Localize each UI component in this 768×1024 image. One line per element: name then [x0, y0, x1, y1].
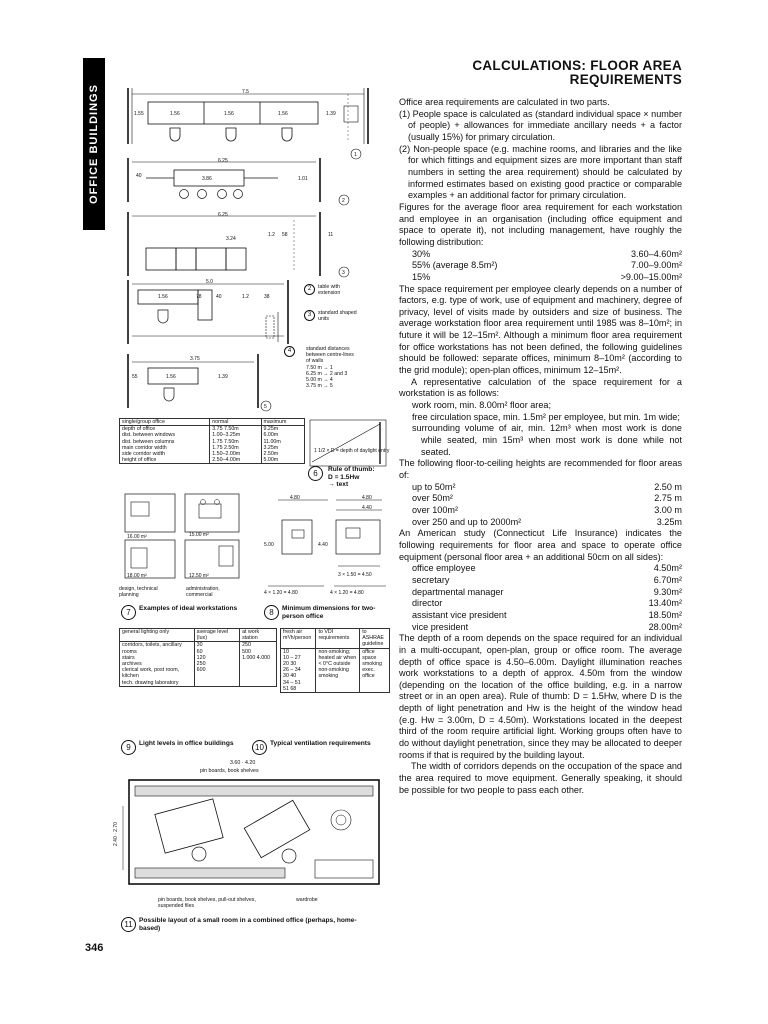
- page-number: 346: [85, 942, 104, 954]
- paragraph: (2) Non-people space (e.g. machine rooms, and libraries and the like for which fittings and equipment sizes are more important than staff numbers in setting the area requirement) should be calculated by informed estimates based on existing good practice or comparable examples + an additional factor for primary circulation.: [399, 143, 682, 201]
- list-item: surrounding volume of air, min. 12m³ when most work is done while seated, min 15m³ when most work is done while not seated.: [412, 423, 682, 457]
- list-item: 55% (average 8.5m²) 7.00–9.00m²: [412, 260, 682, 271]
- figure-caption-6: 6 Rule of thumb: D = 1.5Hw → text: [312, 466, 375, 489]
- dim-label: 4.80: [290, 495, 300, 501]
- paragraph: The following floor-to-ceiling heights are recommended for floor areas of:: [399, 458, 682, 480]
- figure-number: 5: [264, 404, 267, 410]
- dim-label: 6.25: [218, 212, 228, 218]
- dim-label: 4 × 1.20 = 4.80: [264, 590, 298, 596]
- list-item: up to 50m² 2.50 m: [412, 481, 682, 492]
- dim-label: 1.2: [268, 232, 275, 238]
- fig7-sub-a: design, technical planning: [119, 586, 158, 598]
- heights-list: [399, 482, 682, 529]
- plan-diagram-2: [118, 156, 353, 206]
- paragraph: The depth of a room depends on the space required for an individual in a multi-occupant, open-plan, group or office room. The average depth of office space is 4.50–6.00m. Daylight illumination reaches work workstations to a depth of approx. 4.50m from the window (depending on the location of the office building, e.g. in a narrow street or in an open area). Rule of thumb: D = 1.5Hw, where D is the depth of light penetration and Hw is the height of the window head (e.g. Hw = 3.00m, D = 4.50m). Workstations located in the deepest third of the room require artificial light. Working groups often have to do without daylight penetration, since they may be allocated to deeper rooms if that is required by the building layout.: [399, 633, 682, 760]
- dim-label: 1.39: [218, 374, 228, 380]
- fig7-sub-b: administration, commercial: [186, 586, 220, 598]
- dim-label: 3 × 1.50 = 4.50: [338, 572, 372, 578]
- page-title: [402, 59, 682, 87]
- dim-label: 2.40 · 2.70: [113, 822, 119, 846]
- legend-4: 4 standard distances between centre-lines of walls 7.50 m → 1 6.25 m → 2 and 3 5.00 m → 4 3.75 m → 5: [284, 346, 354, 389]
- list-item: assistant vice president 18.50m²: [412, 609, 682, 620]
- plan-diagram-1: [118, 86, 383, 156]
- figure-caption-11: 11 Possible layout of a small room in a combined office (perhaps, home-based): [121, 917, 371, 932]
- body-text: [399, 97, 682, 796]
- fig11-dim-label: 3.60 · 4.20: [230, 760, 256, 766]
- dim-label: 1.56: [224, 111, 234, 117]
- dim-label: 1.56: [166, 374, 176, 380]
- small-room-layout: [113, 776, 389, 894]
- list-item: departmental manager 9.30m²: [412, 586, 682, 597]
- figure-number: 1: [354, 152, 357, 158]
- list-item: over 50m² 2.75 m: [412, 493, 682, 504]
- section-tab-label: OFFICE BUILDINGS: [88, 84, 100, 204]
- list-item: over 250 and up to 2000m² 3.25m: [412, 516, 682, 527]
- paragraph: Office area requirements are calculated in two parts.: [399, 97, 610, 107]
- fig11-bottom-a: pin boards, book shelves, pull-out shelves, suspended files: [158, 897, 256, 909]
- figure-caption-8: 8 Minimum dimensions for two-person office: [264, 605, 390, 620]
- title-line-1: CALCULATIONS: FLOOR AREA: [472, 58, 682, 73]
- area-label: 12.50 m²: [189, 573, 209, 579]
- office-dimensions-table: single/group office normal maximum depth of office dist. between windows dist. between columns main corridor width side corridor width height of office 3.75 7.50m 1.00–3.25m 1.75 7.50m 1.75 2.50m 1.50–2.00m 2.50–4.00m 9.25m 6.00m 11.00m 3.25m 2.50m 5.00m: [119, 418, 305, 464]
- paragraph: The space requirement per employee clearly depends on a number of factors, e.g. type of work, use of equipment and machinery, degree of privacy, level of visits made by outsiders and size of business. The average workstation floor area requirement until 1985 was 8–10m²; in future it will be 12–15m². Although a minimum floor area requirement for office workstations has not been defined, the following guidelines should be followed: separate offices, minimum 8–10m² (according to the grid module); open-plan offices, minimum 12–15m².: [399, 283, 682, 376]
- dim-label: 1.55: [134, 111, 144, 117]
- dim-label: 40: [136, 173, 142, 179]
- list-item: 30% 3.60–4.60m²: [412, 248, 682, 259]
- legend-3: 3 standard shaped units: [304, 310, 359, 322]
- fig11-top-label: pin boards, book shelves: [200, 768, 259, 774]
- dim-label: 4 × 1.20 = 4.80: [330, 590, 364, 596]
- list-item: secretary 6.70m²: [412, 574, 682, 585]
- dim-label: 78: [196, 294, 202, 300]
- note: 1 1/2 × D = depth of daylight entry: [314, 448, 390, 454]
- legend-diagram: [262, 296, 302, 346]
- title-line-2: REQUIREMENTS: [569, 72, 682, 87]
- list-item: office employee 4.50m²: [412, 563, 682, 574]
- dim-label: 1.56: [158, 294, 168, 300]
- paragraph: A representative calculation of the space requirement for a workstation is as follows:: [399, 376, 682, 399]
- dim-label: 1.01: [298, 176, 308, 182]
- dim-label: 4.40: [362, 505, 372, 511]
- dim-label: 40: [216, 294, 222, 300]
- list-item: vice president 28.00m²: [412, 621, 682, 632]
- plan-diagram-3: [118, 210, 353, 278]
- area-label: 15.00 m²: [189, 532, 209, 538]
- dim-label: 58: [282, 232, 288, 238]
- dim-label: 5.00: [264, 542, 274, 548]
- dim-label: 3.24: [226, 236, 236, 242]
- paragraph: (1) People space is calculated as (standard individual space × number of people) + allowances for immediate ancillary needs + a factor (usually 15%) for primary circulation.: [399, 108, 682, 142]
- ventilation-table: fresh air m³/h/person to VDI requirements to ASHRAE guideline 10 10 – 27 20 30 26 – 34 30 40 34 – 51 51 68 non-smoking; heated air when < 0°C outside non-smoking smoking office space smoking exec. office: [280, 628, 390, 693]
- dim-label: 3.75: [190, 356, 200, 362]
- dim-label: 38: [264, 294, 270, 300]
- dim-label: 1.56: [278, 111, 288, 117]
- area-label: 18.00 m²: [127, 573, 147, 579]
- dim-label: 4.40: [318, 542, 328, 548]
- list-item: over 100m² 3.00 m: [412, 504, 682, 515]
- dim-label: 11: [328, 232, 334, 238]
- roles-list: [399, 563, 682, 633]
- area-label: 16.00 m²: [127, 534, 147, 540]
- figure-caption-7: 7 Examples of ideal workstations: [121, 605, 251, 613]
- list-item: free circulation space, min. 1.5m² per employee, but min. 1m wide;: [412, 411, 680, 422]
- distribution-list: [399, 249, 682, 284]
- figure-caption-9: 9 Light levels in office buildings: [121, 740, 241, 748]
- section-tab: [83, 58, 105, 230]
- dim-label: 1.39: [326, 111, 336, 117]
- plan-diagram-5: [118, 352, 278, 414]
- dim-label: 7.5: [242, 89, 249, 95]
- figure-caption-10: 10 Typical ventilation requirements: [252, 740, 382, 748]
- daylight-diagram: [308, 418, 390, 470]
- dim-label: 1.56: [170, 111, 180, 117]
- dim-label: 1.2: [242, 294, 249, 300]
- list-item: 15% >9.00–15.00m²: [412, 271, 682, 282]
- legend-2: 2 table with extension: [304, 284, 359, 296]
- dim-label: 4.80: [362, 495, 372, 501]
- light-levels-table: general lighting only average level (lux) at work station corridors, toilets, ancillary rooms stairs archives clerical work, post room, kitchen tech. drawing laboratory 30 60 120 250 600 250 500 1.000 4.000: [119, 628, 277, 687]
- paragraph: Figures for the average floor area requirement for each workstation and employee in an organisation (including office equipment and space to operate it), not including management, have roughly the following distribution:: [399, 201, 682, 247]
- two-person-office-diagram: [262, 494, 390, 600]
- figure-number: 3: [342, 270, 345, 276]
- list-item: director 13.40m²: [412, 598, 682, 609]
- paragraph: An American study (Connecticut Life Insurance) indicates the following requirements for floor area and space to operate office equipment (personal floor area + an additional 50cm on all sides):: [399, 528, 682, 562]
- dim-label: 6.25: [218, 158, 228, 164]
- dim-label: 5.0: [206, 279, 213, 285]
- paragraph: The width of corridors depends on the occupation of the space and the area required to move equipment. Generally speaking, it should be possible for two people to pass each other.: [399, 761, 682, 795]
- fig11-bottom-b: wardrobe: [296, 897, 318, 903]
- dim-label: 3.86: [202, 176, 212, 182]
- list-item: work room, min. 8.00m² floor area;: [412, 400, 551, 411]
- figure-number: 2: [342, 198, 345, 204]
- dim-label: 55: [132, 374, 138, 380]
